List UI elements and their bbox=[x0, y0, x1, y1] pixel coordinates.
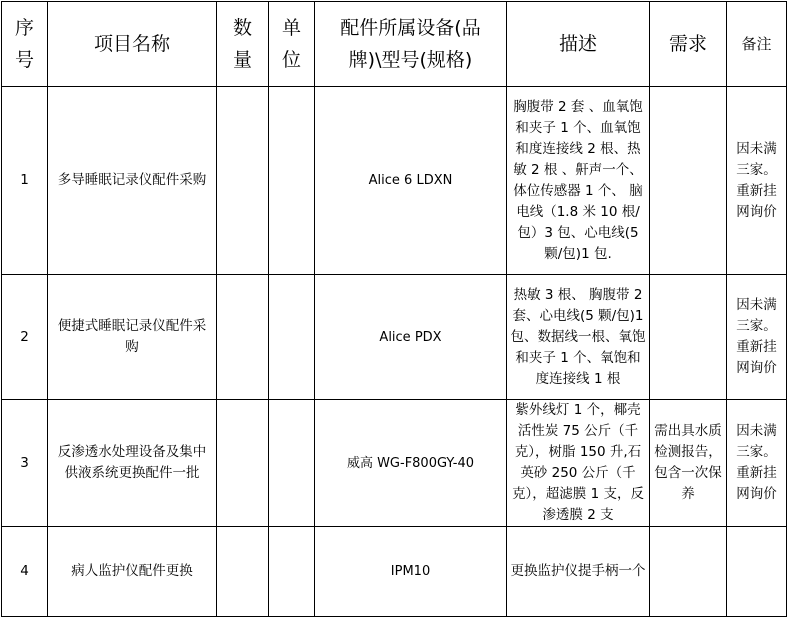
row-remark: 因未满 三家。 重新挂 网询价 bbox=[727, 275, 787, 400]
row-description: 紫外线灯 1 个，椰壳活性炭 75 公斤（千克），树脂 150 升,石英砂 250 公斤（千克），超滤膜 1 支，反渗透膜 2 支 bbox=[507, 400, 650, 527]
table-row bbox=[2, 400, 787, 527]
row-item-name: 反渗透水处理设备及集中供液系统更换配件一批 bbox=[48, 400, 217, 527]
row-model: Alice 6 LDXN bbox=[315, 87, 507, 275]
row-remark: 因未满 三家。 重新挂 网询价 bbox=[727, 400, 787, 527]
row-remark bbox=[727, 527, 787, 617]
row-description: 热敏 3 根、 胸腹带 2 套、心电线(5 颗/包)1 包、数据线一根、氧饱和夹子 1 个、氧饱和度连接线 1 根 bbox=[507, 275, 650, 400]
row-description: 更换监护仪提手柄一个 bbox=[507, 527, 650, 617]
table-row bbox=[2, 527, 787, 617]
row-model: IPM10 bbox=[315, 527, 507, 617]
table-row bbox=[2, 275, 787, 400]
row-qty bbox=[217, 400, 269, 527]
row-item-name: 多导睡眠记录仪配件采购 bbox=[48, 87, 217, 275]
row-unit bbox=[269, 400, 315, 527]
row-item-name: 病人监护仪配件更换 bbox=[48, 527, 217, 617]
col-unit-header: 单 位 bbox=[269, 2, 315, 87]
col-seq-header: 序 号 bbox=[2, 2, 48, 87]
row-seq: 2 bbox=[2, 275, 48, 400]
row-seq: 1 bbox=[2, 87, 48, 275]
row-demand: 需出具水质检测报告，包含一次保养 bbox=[650, 400, 727, 527]
row-description: 胸腹带 2 套 、血氧饱和夹子 1 个、血氧饱和度连接线 2 根、热敏 2 根 、鼾声一个、体位传感器 1 个、 脑电线（1.8 米 10 根/包）3 包、心电线(5 颗/包)1 包. bbox=[507, 87, 650, 275]
row-seq: 4 bbox=[2, 527, 48, 617]
col-desc-header: 描述 bbox=[507, 2, 650, 87]
col-device-header: 配件所属设备(品 牌)\型号(规格) bbox=[315, 2, 507, 87]
row-demand bbox=[650, 527, 727, 617]
row-unit bbox=[269, 87, 315, 275]
row-seq: 3 bbox=[2, 400, 48, 527]
col-item-name-header: 项目名称 bbox=[48, 2, 217, 87]
row-qty bbox=[217, 87, 269, 275]
row-demand bbox=[650, 275, 727, 400]
row-item-name: 便捷式睡眠记录仪配件采购 bbox=[48, 275, 217, 400]
row-model: Alice PDX bbox=[315, 275, 507, 400]
row-remark: 因未满 三家。 重新挂 网询价 bbox=[727, 87, 787, 275]
col-demand-header: 需求 bbox=[650, 2, 727, 87]
row-qty bbox=[217, 527, 269, 617]
table-row bbox=[2, 87, 787, 275]
row-model: 威高 WG-F800GY-40 bbox=[315, 400, 507, 527]
row-demand bbox=[650, 87, 727, 275]
row-unit bbox=[269, 275, 315, 400]
row-unit bbox=[269, 527, 315, 617]
col-remark-header: 备注 bbox=[727, 2, 787, 87]
header-row bbox=[2, 2, 787, 87]
row-qty bbox=[217, 275, 269, 400]
procurement-table bbox=[1, 1, 787, 617]
col-qty-header: 数 量 bbox=[217, 2, 269, 87]
